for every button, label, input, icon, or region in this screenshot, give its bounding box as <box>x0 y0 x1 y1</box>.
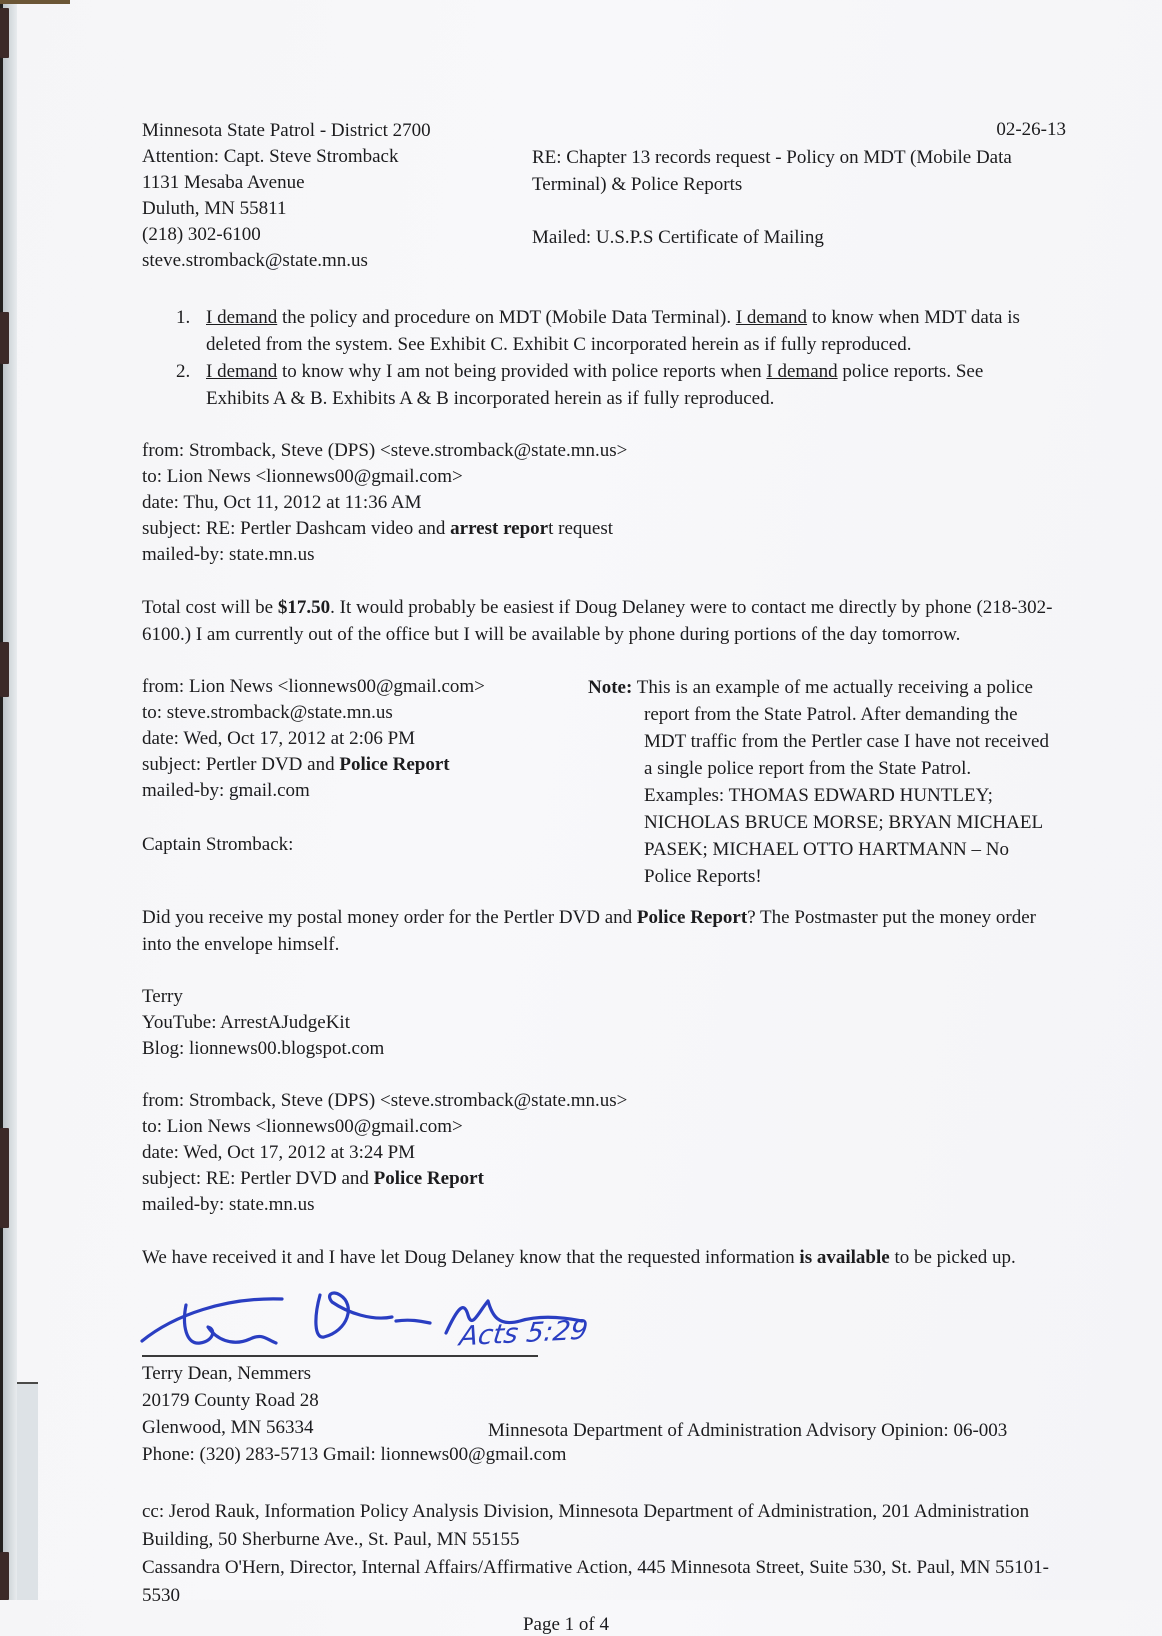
paragraph-total-cost: Total cost will be $17.50. It would probably be easiest if Doug Delaney were to contact me directly by phone (218-302-6100.) I am currently out of the office but I will be available by phone during portions of the day tomorrow. <box>142 597 1053 645</box>
email-from: from: Stromback, Steve (DPS) <steve.stromback@state.mn.us> <box>142 440 628 461</box>
list-item-number: 1. <box>176 307 191 328</box>
signature-annotation: Acts 5:29 <box>457 1314 590 1353</box>
email-date: date: Thu, Oct 11, 2012 at 11:36 AM <box>142 492 422 513</box>
letter-date: 02-26-13 <box>996 119 1066 140</box>
demands-list <box>142 304 1066 412</box>
paragraph-received: We have received it and I have let Doug Delaney know that the requested information is available to be picked up. <box>142 1247 1016 1268</box>
email-from: from: Stromback, Steve (DPS) <steve.stromback@state.mn.us> <box>142 1090 628 1111</box>
page-number: Page 1 of 4 <box>522 1614 609 1635</box>
recipient-line: Minnesota State Patrol - District 2700 <box>142 120 431 141</box>
list-item <box>142 358 1066 412</box>
recipient-line: Duluth, MN 55811 <box>142 198 287 219</box>
letter-header <box>142 118 1066 274</box>
signature-name: Terry <box>142 986 183 1007</box>
advisory-opinion-line: Minnesota Department of Administration Advisory Opinion: 06-003 <box>488 1420 1008 1441</box>
email-header-3 <box>142 1088 1066 1218</box>
subject-re-line: RE: Chapter 13 records request - Policy on MDT (Mobile Data Terminal) & Police Reports <box>532 147 1012 195</box>
email-date: date: Wed, Oct 17, 2012 at 2:06 PM <box>142 728 416 749</box>
recipient-line: 1131 Mesaba Avenue <box>142 172 305 193</box>
email-and-note-row <box>142 674 1066 890</box>
email-mailed-by: mailed-by: gmail.com <box>142 780 310 801</box>
sender-street: 20179 County Road 28 <box>142 1390 319 1411</box>
cc-line-1: cc: Jerod Rauk, Information Policy Analysis Division, Minnesota Department of Administration, 201 Administration Building, 50 Sherburne Ave., St. Paul, MN 55155 <box>142 1501 1030 1550</box>
demand-1-text: I demand the policy and procedure on MDT (Mobile Data Terminal). I demand to know when MDT data is deleted from the system. See Exhibit C. Exhibit C incorporated herein as if fully reproduced. <box>206 307 1020 355</box>
sender-phone-email: Phone: (320) 283-5713 Gmail: lionnews00@gmail.com <box>142 1444 567 1465</box>
list-item <box>142 304 1066 358</box>
handwritten-signature <box>134 1269 694 1369</box>
greeting-line: Captain Stromback: <box>142 834 294 855</box>
signature-line <box>142 1314 590 1357</box>
email-from: from: Lion News <lionnews00@gmail.com> <box>142 676 485 697</box>
cc-line-2: Cassandra O'Hern, Director, Internal Affairs/Affirmative Action, 445 Minnesota Street, Suite 530, St. Paul, MN 55101-5530 <box>142 1557 1049 1606</box>
mailing-method-line: Mailed: U.S.P.S Certificate of Mailing <box>532 227 824 248</box>
blog-line: Blog: lionnews00.blogspot.com <box>142 1038 385 1059</box>
email-mailed-by: mailed-by: state.mn.us <box>142 544 315 565</box>
email-header-2 <box>142 674 588 890</box>
email-to: to: steve.stromback@state.mn.us <box>142 702 393 723</box>
header-right-block <box>532 118 1066 274</box>
recipient-address-block <box>142 118 532 274</box>
cc-block <box>142 1498 1066 1610</box>
note-column <box>588 674 1054 890</box>
email-signature-block <box>142 984 1066 1062</box>
email-to: to: Lion News <lionnews00@gmail.com> <box>142 1116 463 1137</box>
email-mailed-by: mailed-by: state.mn.us <box>142 1194 315 1215</box>
paragraph-money-order: Did you receive my postal money order for the Pertler DVD and Police Report? The Postmaster put the money order into the envelope himself. <box>142 907 1036 955</box>
email-subject: subject: RE: Pertler DVD and Police Report <box>142 1168 484 1189</box>
email-to: to: Lion News <lionnews00@gmail.com> <box>142 466 463 487</box>
typed-name: Terry Dean, Nemmers <box>142 1363 312 1384</box>
recipient-line: (218) 302-6100 <box>142 224 261 245</box>
sender-city: Glenwood, MN 56334 <box>142 1417 314 1438</box>
email-subject: subject: Pertler DVD and Police Report <box>142 754 450 775</box>
demand-2-text: I demand to know why I am not being provided with police reports when I demand police reports. See Exhibits A & B. Exhibits A & B incorporated herein as if fully reproduced. <box>206 361 984 409</box>
note-annotation: Note: This is an example of me actually receiving a police report from the State Patrol. After demanding the MDT traffic from the Pertler case I have not received a single police report from the State Patrol. Examples: THOMAS EDWARD HUNTLEY; NICHOLAS BRUCE MORSE; BRYAN MICHAEL PASEK; MICHAEL OTTO HARTMANN – No Police Reports! <box>588 677 1049 887</box>
youtube-line: YouTube: ArrestAJudgeKit <box>142 1012 350 1033</box>
recipient-email: steve.stromback@state.mn.us <box>142 250 368 271</box>
list-item-number: 2. <box>176 361 191 382</box>
email-date: date: Wed, Oct 17, 2012 at 3:24 PM <box>142 1142 416 1163</box>
recipient-line: Attention: Capt. Steve Stromback <box>142 146 399 167</box>
email-subject: subject: RE: Pertler Dashcam video and arrest report request <box>142 518 613 539</box>
email-header-1 <box>142 438 1066 568</box>
sender-address-block <box>142 1387 1066 1468</box>
